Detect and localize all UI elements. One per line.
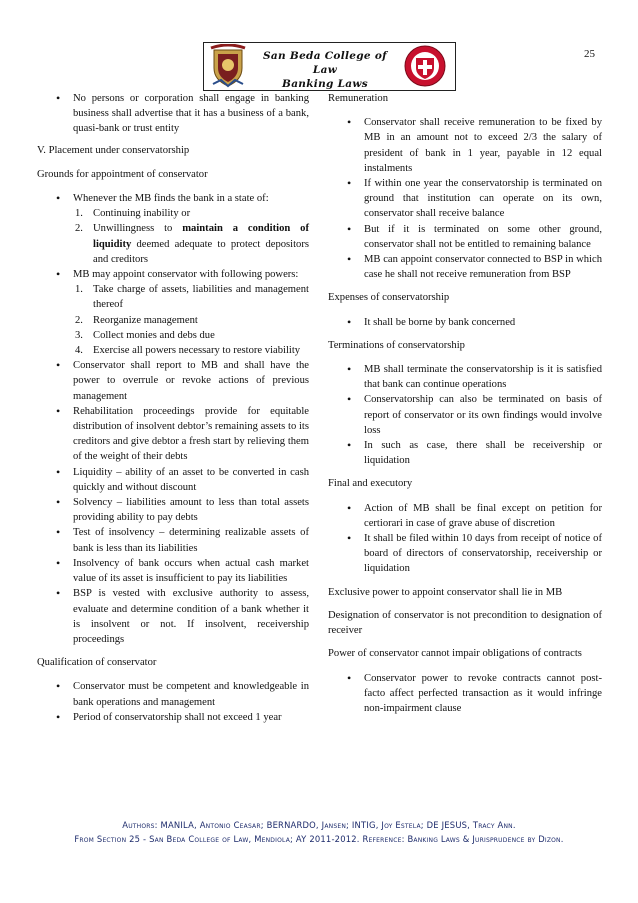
remuneration-heading: Remuneration xyxy=(328,93,389,104)
item-number: 2. xyxy=(75,314,83,326)
terminations-heading: Terminations of conservatorship xyxy=(328,339,465,351)
footer-authors: Authors: MANILA, Antonio Ceasar; BERNARDO, Jansen; INTIG, Joy Estela; DE JESUS, Tracy Ann. xyxy=(122,820,516,830)
sublist-item xyxy=(37,206,309,221)
final-heading: Final and executory xyxy=(328,478,413,490)
item-text: Reorganize management xyxy=(93,314,198,326)
list-item: • In such as case, there shall be receivership or liquidation xyxy=(328,438,602,468)
item-emphasis: maintain a condition of liquidity xyxy=(93,223,309,250)
designation-paragraph: Designation of conservator is not precondition to designation of receiver xyxy=(328,609,602,637)
page-number: 25 xyxy=(584,48,595,60)
list-item: • No persons or corporation shall engage in banking business shall advertise that it has a business of a bank, quasi-bank or trust entity xyxy=(37,91,309,137)
right-column xyxy=(328,91,602,716)
qualification-list xyxy=(37,679,309,725)
item-text-continued: deemed adequate to protect depositors and creditors xyxy=(93,238,309,265)
list-item: • Period of conservatorship shall not exceed 1 year xyxy=(37,710,309,725)
header-subject: Banking Laws xyxy=(282,78,368,90)
item-number: 4. xyxy=(75,345,83,357)
sublist-item xyxy=(37,282,309,312)
list-item: • Conservator shall report to MB and shall have the power to overrule or revoke actions of previous management xyxy=(37,358,309,404)
list-item: • It shall be borne by bank concerned xyxy=(328,315,602,330)
item-number: 1. xyxy=(75,284,83,296)
power-impair-paragraph: Power of conservator cannot impair obligations of contracts xyxy=(328,648,582,660)
list-item: • It shall be filed within 10 days from receipt of notice of board of directors of conservatorship, receivership or liquidation xyxy=(328,531,602,577)
expenses-heading: Expenses of conservatorship xyxy=(328,292,450,304)
qualification-heading: Qualification of conservator xyxy=(37,657,157,669)
header-title xyxy=(250,49,400,91)
whenever-sublist xyxy=(37,206,309,267)
list-item: • MB can appoint conservator connected to BSP in which case he shall not receive remuneration from BSP xyxy=(328,252,602,282)
grounds-heading: Grounds for appointment of conservator xyxy=(37,168,208,180)
item-text: Take charge of assets, liabilities and management thereof xyxy=(93,284,309,311)
list-item: • Solvency – liabilities amount to less than total assets providing ability to pay debts xyxy=(37,495,309,525)
powers-list xyxy=(37,267,309,282)
item-text: Continuing inability or xyxy=(93,208,191,220)
list-item: • Liquidity – ability of an asset to be converted in cash quickly and without discount xyxy=(37,465,309,495)
list-item: • Action of MB shall be final except on petition for certiorari in case of grave abuse of discretion xyxy=(328,501,602,531)
footer xyxy=(0,818,638,846)
sublist-item xyxy=(37,328,309,343)
item-text: Unwillingness to xyxy=(93,223,183,235)
expenses-list xyxy=(328,315,602,330)
list-item: • Conservatorship can also be terminated on basis of report of conservator or its own findings would involve loss xyxy=(328,392,602,438)
grounds-list xyxy=(37,191,309,206)
powers-sublist xyxy=(37,282,309,358)
sublist-item xyxy=(37,221,309,267)
list-item: • BSP is vested with exclusive authority to assess, evaluate and determine condition of a bank whether it is insolvent or not. If insolvent, receivership proceedings xyxy=(37,586,309,647)
list-item: • MB shall terminate the conservatorship is it is satisfied that bank can continue operations xyxy=(328,362,602,392)
left-column xyxy=(37,91,309,725)
conservator-facts-list xyxy=(37,358,309,647)
whenever-text: Whenever the MB finds the bank in a state of: xyxy=(73,193,269,205)
sublist-item xyxy=(37,313,309,328)
footer-reference: From Section 25 - San Beda College of Law, Mendiola; AY 2011-2012. Reference: Banking Laws & Jurisprudence by Dizon. xyxy=(74,834,564,844)
law-school-seal-icon xyxy=(209,44,247,88)
item-number: 2. xyxy=(75,223,83,235)
exclusive-power-paragraph: Exclusive power to appoint conservator shall lie in MB xyxy=(328,586,563,598)
remuneration-list xyxy=(328,115,602,282)
college-seal-icon xyxy=(403,44,447,88)
section-heading: V. Placement under conservatorship xyxy=(37,144,190,156)
list-item: • Conservator shall receive remuneration to be fixed by MB in an amount not to exceed 2/3 the salary of president of bank in 1 year, payable in 12 equal instalments xyxy=(328,115,602,176)
item-text: Exercise all powers necessary to restore viability xyxy=(93,345,301,357)
power-list xyxy=(328,671,602,717)
terminations-list xyxy=(328,362,602,468)
list-item: • But if it is terminated on some other ground, conservator shall not be entitled to remaining balance xyxy=(328,222,602,252)
list-item: • MB may appoint conservator with following powers: xyxy=(37,267,309,282)
list-item: • Rehabilitation proceedings provide for equitable distribution of insolvent debtor’s remaining assets to its creditors and give debtor a fresh start by relieving them of the weight of their debts xyxy=(37,404,309,465)
final-list xyxy=(328,501,602,577)
item-number: 3. xyxy=(75,329,83,341)
sublist-item xyxy=(37,343,309,358)
list-item: • Insolvency of bank occurs when actual cash market value of its asset is insufficient to pay its liabilities xyxy=(37,556,309,586)
item-number: 1. xyxy=(75,208,83,220)
list-item: • If within one year the conservatorship is terminated on ground that institution can operate on its own, conservator shall receive balance xyxy=(328,176,602,222)
list-item: • Conservator must be competent and knowledgeable in bank operations and management xyxy=(37,679,309,709)
item-text: Collect monies and debs due xyxy=(93,329,215,341)
intro-list xyxy=(37,91,309,137)
list-item: • Test of insolvency – determining realizable assets of bank is less than its liabilities xyxy=(37,525,309,555)
header-school: San Beda College of Law xyxy=(263,50,387,76)
list-item xyxy=(37,191,309,206)
list-item: • Conservator power to revoke contracts cannot post-facto affect perfected transaction as it would infringe non-impairment clause xyxy=(328,671,602,717)
